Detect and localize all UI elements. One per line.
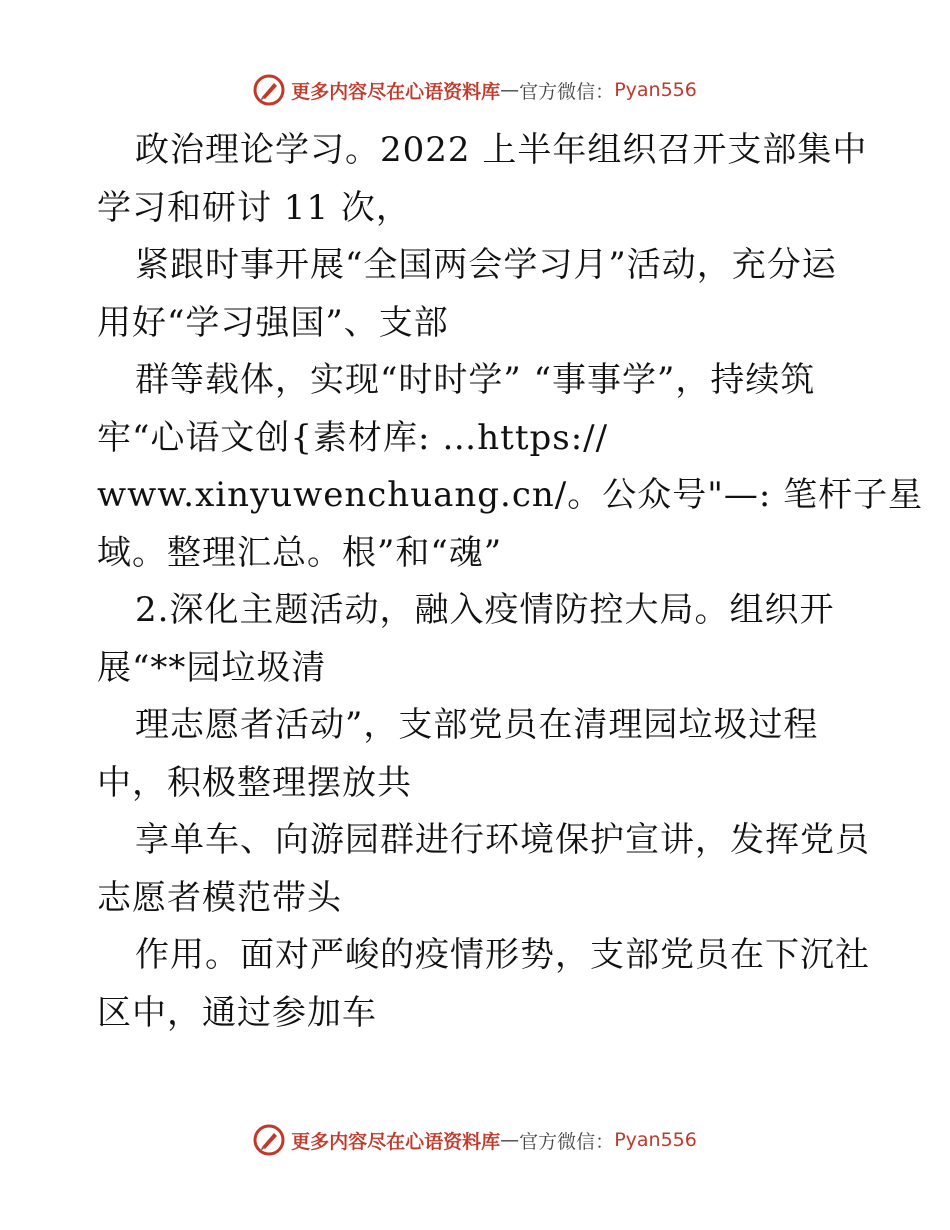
footer-watermark	[0, 1120, 950, 1160]
text-line: www.xinyuwenchuang.cn/。公众号"—: 笔杆子星	[97, 475, 924, 515]
document-body	[97, 122, 924, 1042]
watermark-prefix: 更多内容尽在心语资料库	[291, 80, 501, 103]
text-line: 紧跟时事开展“全国两会学习月”活动，充分运	[135, 245, 837, 285]
text-line: 理志愿者活动”，支部党员在清理园垃圾过程	[135, 705, 819, 745]
watermark-account: Pyan556	[614, 1129, 697, 1151]
text-line: 区中，通过参加车	[97, 992, 377, 1033]
text-line: 展“**园垃圾清	[97, 647, 327, 688]
text-line: 享单车、向游园群进行环境保护宣讲，发挥党员	[135, 820, 870, 860]
pen-logo-icon	[253, 74, 285, 106]
text-line: 域。整理汇总。根”和“魂”	[97, 532, 503, 573]
watermark-dash: —	[500, 79, 520, 101]
text-line: 群等载体，实现“时时学” “事事学”，持续筑	[135, 360, 816, 400]
watermark-middle: 官方微信：	[519, 1130, 615, 1153]
text-line: 政治理论学习。2022 上半年组织召开支部集中	[135, 130, 868, 170]
text-line: 牢“心语文创{素材库: …https://	[97, 417, 609, 458]
watermark-account: Pyan556	[614, 79, 697, 101]
text-line: 中，积极整理摆放共	[97, 762, 412, 803]
header-watermark	[0, 70, 950, 110]
watermark-dash: —	[500, 1129, 520, 1151]
watermark-middle: 官方微信：	[519, 80, 615, 103]
pen-logo-icon	[253, 1124, 285, 1156]
text-line: 2.深化主题活动，融入疫情防控大局。组织开	[135, 590, 835, 630]
text-line: 作用。面对严峻的疫情形势，支部党员在下沉社	[135, 935, 870, 975]
text-line: 学习和研讨 11 次，	[97, 187, 411, 228]
text-line: 志愿者模范带头	[97, 877, 342, 918]
text-line: 用好“学习强国”、支部	[97, 302, 449, 343]
watermark-prefix: 更多内容尽在心语资料库	[291, 1130, 501, 1153]
